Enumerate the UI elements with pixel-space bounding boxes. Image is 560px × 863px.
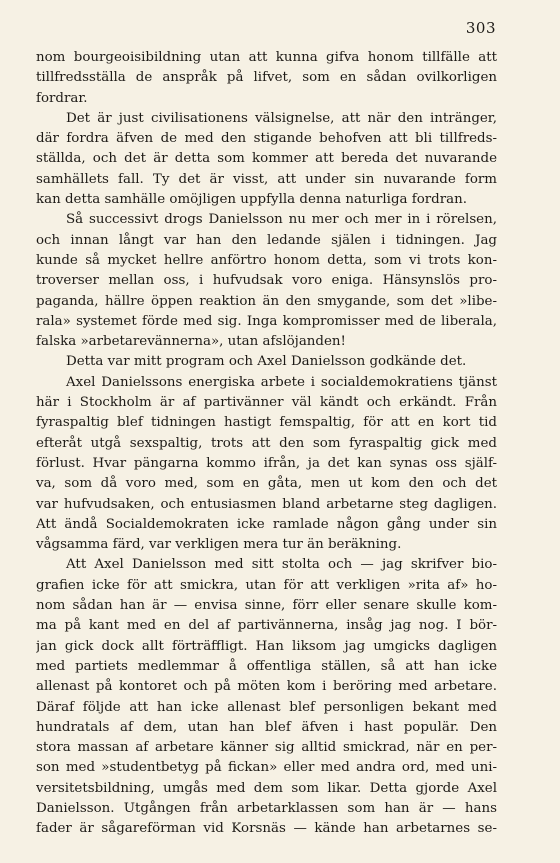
text-line: efteråt utgå sexspaltig, trots att den som fyraspaltig gick med — [36, 435, 497, 451]
text-line: jan gick dock allt förträffligt. Han liksom jag umgicks dagligen — [36, 638, 497, 654]
text-line: Så successivt drogs Danielsson nu mer och mer in i rörelsen, — [66, 212, 497, 228]
text-line: hundratals af dem, utan han blef äfven i hast populär. Den — [36, 719, 497, 735]
text-line: tillfredsställa de anspråk på lifvet, som en sådan ovilkorligen — [36, 70, 497, 86]
text-line: nom sådan han är — envisa sinne, förr eller senare skulle kom- — [36, 598, 497, 614]
text-line: Det är just civilisationens välsignelse, att när den intränger, — [66, 110, 497, 126]
text-line: fader är sågareförman vid Korsnäs — kände han arbetarnes se- — [36, 821, 497, 837]
text-line: stora massan af arbetare känner sig alltid smickrad, när en per- — [36, 740, 497, 756]
text-line: falska »arbetarevännerna», utan afslöjanden! — [36, 334, 346, 350]
text-line: och innan långt var han den ledande själen i tidningen. Jag — [36, 232, 497, 248]
text-line: samhällets fall. Ty det är visst, att under sin nuvarande form — [36, 171, 497, 187]
text-line: Axel Danielssons energiska arbete i socialdemokratiens tjänst — [66, 374, 497, 390]
text-line: grafien icke för att smickra, utan för att verkligen »rita af» ho- — [36, 577, 497, 593]
text-line: versitetsbildning, umgås med dem som likar. Detta gjorde Axel — [36, 780, 497, 796]
text-line: Att ändå Socialdemokraten icke ramlade någon gång under sin — [36, 516, 497, 532]
text-line: var hufvudsaken, och entusiasmen bland arbetarne steg dagligen. — [36, 496, 497, 512]
text-line: allenast på kontoret och på möten kom i beröring med arbetare. — [36, 679, 497, 695]
text-line: här i Stockholm är af partivänner väl kändt och erkändt. Från — [36, 395, 497, 411]
text-line: fordrar. — [36, 90, 88, 106]
text-line: Att Axel Danielsson med sitt stolta och — jag skrifver bio- — [66, 557, 497, 573]
text-line: med partiets medlemmar å offentliga ställen, så att han icke — [36, 658, 497, 674]
text-line: fyraspaltig blef tidningen hastigt femspaltig, för att en kort tid — [36, 415, 497, 431]
text-line: Däraf följde att han icke allenast blef personligen bekant med — [36, 699, 497, 715]
text-line: kan detta samhälle omöjligen uppfylla denna naturliga fordran. — [36, 192, 468, 208]
body-text — [36, 48, 497, 840]
text-line: troverser mellan oss, i hufvudsak voro eniga. Hänsynslös pro- — [36, 273, 497, 289]
text-line: ma på kant med en del af partivännerna, insåg jag nog. I bör- — [36, 618, 497, 634]
text-line: Detta var mitt program och Axel Danielsson godkände det. — [66, 354, 467, 370]
text-line: va, som då voro med, som en gåta, men ut kom den och det — [36, 476, 497, 492]
page-number: 303 — [465, 19, 496, 37]
text-line: förlust. Hvar pängarna kommo ifrån, ja det kan synas oss själf- — [36, 455, 497, 471]
text-line: vågsamma färd, var verkligen mera tur än beräkning. — [36, 537, 402, 553]
text-line: kunde så mycket hellre anförtro honom detta, som vi trots kon- — [36, 252, 497, 268]
text-line: rala» systemet förde med sig. Inga kompromisser med de liberala, — [36, 313, 497, 329]
text-line: där fordra äfven de med den stigande behofven att bli tillfreds- — [36, 131, 497, 147]
text-line: nom bourgeoisibildning utan att kunna gifva honom tillfälle att — [36, 50, 497, 65]
text-line: son med »studentbetyg på fickan» eller med andra ord, med uni- — [36, 760, 497, 776]
text-line: Danielsson. Utgången från arbetarklassen som han är — hans — [36, 800, 497, 816]
text-line: ställda, och det är detta som kommer att bereda det nuvarande — [36, 151, 497, 167]
text-line: paganda, hällre öppen reaktion än den smygande, som det »libe- — [36, 293, 497, 309]
